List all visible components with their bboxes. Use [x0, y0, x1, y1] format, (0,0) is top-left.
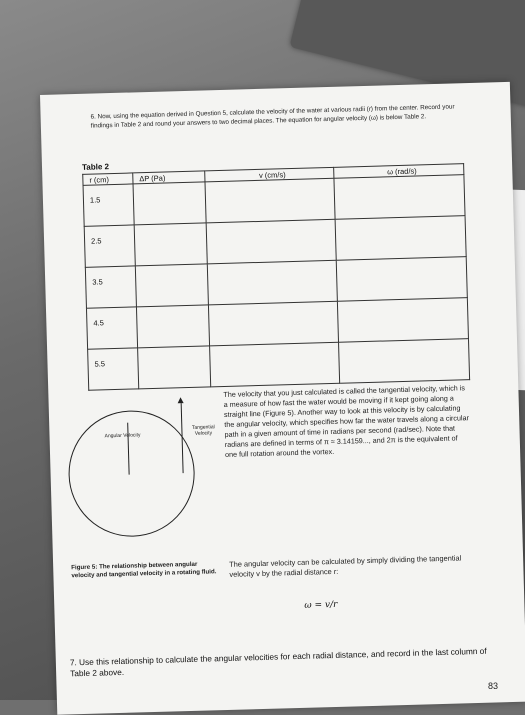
cell-velocity[interactable] [206, 219, 337, 264]
cell-angular[interactable] [339, 339, 470, 384]
cell-pressure[interactable] [134, 223, 207, 266]
column-header-r: r (cm) [83, 173, 133, 185]
paragraph-tangential: The velocity that you just calculated is called the tangential velocity, which is a measure of how fast the water would be moving if it kept going along a straight line (Figure 5). Another way to look at this velocity is by calculating the angular velocity, which specifies how far the water travels along a circular path in a given amount of time in radians per second (rad/sec). Note that radians are defined in terms of π ≈ 3.14159..., and 2π is the equivalent of one full rotation around the vortex. [223, 383, 470, 459]
cell-angular[interactable] [338, 298, 469, 343]
page-number: 83 [488, 681, 499, 691]
cell-pressure[interactable] [137, 346, 210, 389]
column-header-velocity: v (cm/s) [204, 167, 334, 182]
angular-velocity-label: Angular Velocity [104, 432, 141, 440]
cell-r: 4.5 [86, 307, 137, 349]
question-6: 6. Now, using the equation derived in Question 5, calculate the velocity of the water at various radii (r) from the center. Record your findings in Table 2 and round your answers to two decimal places. The equation for angular velocity (ω) is below Table 2. [90, 103, 455, 130]
column-header-pressure: ΔP (Pa) [133, 171, 205, 184]
tangential-velocity-label: Tangential Velocity [191, 424, 215, 437]
cell-velocity[interactable] [209, 342, 340, 387]
paragraph-angular: The angular velocity can be calculated by simply dividing the tangential velocity v by the radial distance r: [229, 553, 462, 579]
question-7: 7. Use this relationship to calculate the angular velocities for each radial distance, and record in the last column of Table 2 above. [69, 645, 487, 679]
cell-r: 3.5 [85, 266, 136, 308]
cell-velocity[interactable] [208, 301, 339, 346]
cell-angular[interactable] [337, 257, 468, 302]
cell-angular[interactable] [334, 175, 465, 220]
cell-pressure[interactable] [135, 264, 208, 307]
cell-r: 1.5 [83, 184, 134, 226]
worksheet-page [40, 82, 525, 715]
cell-r: 5.5 [88, 348, 139, 390]
arrowhead-icon [177, 397, 183, 403]
cell-velocity[interactable] [205, 178, 336, 223]
rotation-circle [67, 409, 196, 538]
cell-velocity[interactable] [207, 260, 338, 305]
angular-velocity-equation: ω = v/r [304, 599, 338, 611]
cell-pressure[interactable] [133, 182, 206, 225]
table-title: Table 2 [81, 162, 110, 172]
cell-angular[interactable] [335, 216, 466, 261]
data-table [82, 163, 470, 391]
figure-caption: Figure 5: The relationship between angular velocity and tangential velocity in a rotating fluid. [71, 560, 217, 580]
column-header-angular: ω (rad/s) [334, 164, 464, 179]
cell-r: 2.5 [84, 225, 135, 267]
cell-pressure[interactable] [136, 305, 209, 348]
